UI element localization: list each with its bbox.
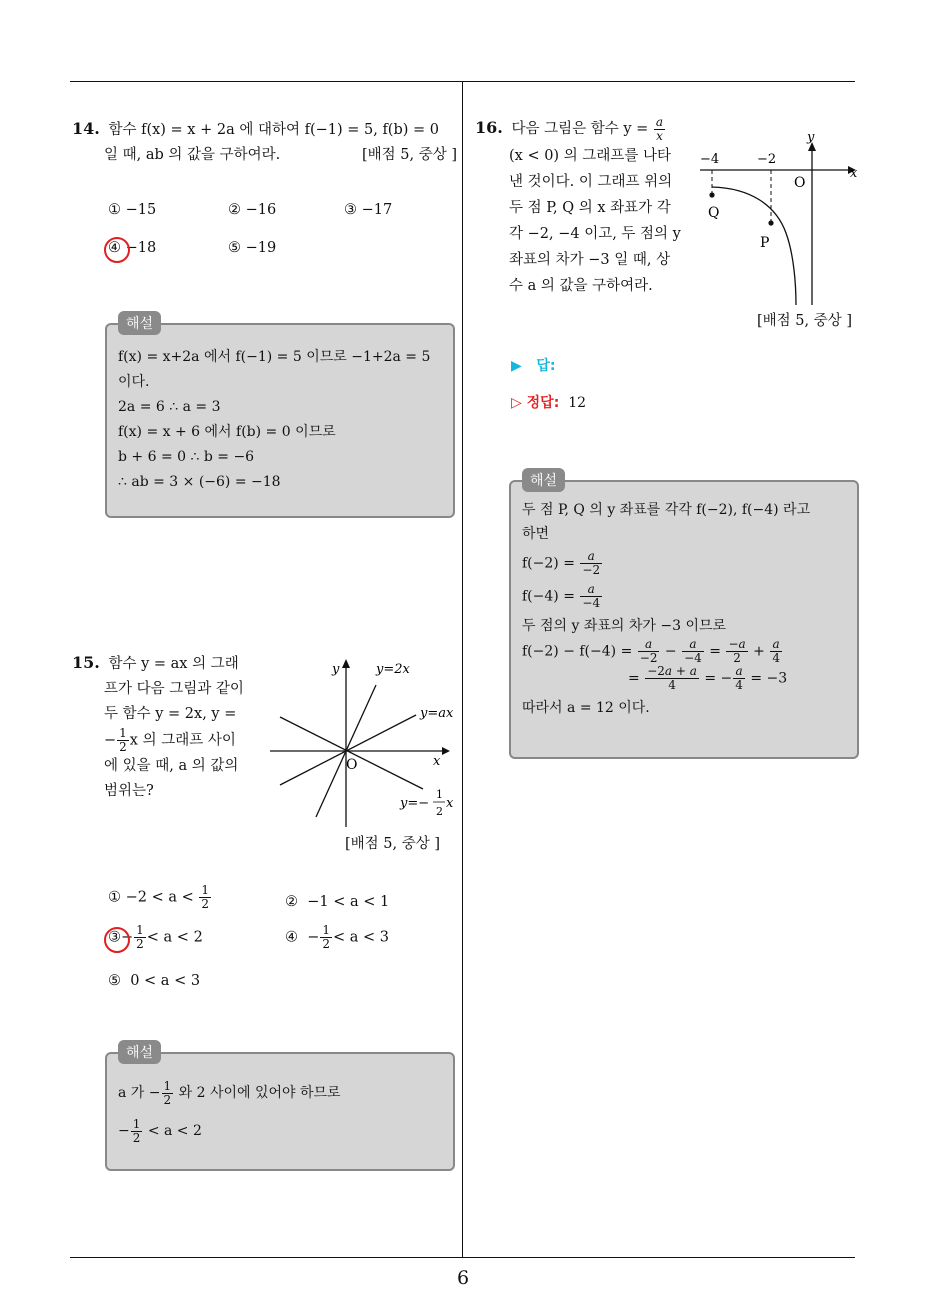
- line-label: y=ax: [420, 706, 454, 721]
- y-axis-label: y: [332, 662, 340, 677]
- solution-line: ∴ ab = 3 × (−6) = −18: [118, 474, 281, 490]
- answer-mark-circle: [104, 237, 130, 263]
- line-label: x: [446, 796, 454, 811]
- fraction-a-over-x: $\frac{a}{x}$: [655, 114, 664, 143]
- choice-2[interactable]: ② −1 < a < 1: [285, 894, 390, 910]
- solution-line: < a < 2: [147, 1123, 202, 1139]
- question-text-line: x 의 그래프 사이: [129, 732, 236, 749]
- line-label: y=−: [400, 796, 430, 811]
- solution-tag: 해설: [118, 1040, 161, 1064]
- choice-4[interactable]: ④ − $\frac{1}{2}$ < a < 3: [285, 923, 390, 951]
- answer-row: [511, 355, 556, 375]
- question-text-line: 범위는?: [104, 783, 154, 799]
- choice-2[interactable]: ② −16: [228, 202, 277, 218]
- solution-body: a 가 − $\frac{1}{2}$ 와 2 사이에 있어야 하므로 − $\frac{1}{2}$ < a < 2: [118, 1078, 341, 1145]
- choice-4[interactable]: ④ −18: [108, 240, 157, 256]
- solution-line: f(−2) =: [522, 555, 575, 572]
- tick-label: −4: [700, 152, 720, 167]
- correct-answer-row: [511, 392, 586, 412]
- line-label: y=2x: [376, 662, 410, 677]
- question-number: 15.: [72, 653, 100, 672]
- q15-choices: [108, 884, 448, 994]
- choice-1[interactable]: ① −15: [108, 202, 157, 218]
- q15-graph: [268, 655, 458, 830]
- question-text-line: 좌표의 차가 −3 일 때, 상: [509, 251, 671, 268]
- q16-graph: [690, 125, 865, 310]
- solution-line: f(−4) =: [522, 588, 575, 605]
- solution-line: 두 점 P, Q 의 y 좌표를 각각 f(−2), f(−4) 라고: [522, 502, 811, 518]
- correct-label: 정답:: [526, 395, 560, 411]
- solution-tag: 해설: [118, 311, 161, 335]
- question-text-line: 다음 그림은 함수 y =: [511, 121, 649, 137]
- choice-3[interactable]: ③− $\frac{1}{2}$ < a < 2: [108, 923, 203, 951]
- solution-line: 2a = 6 ∴ a = 3: [118, 399, 221, 415]
- question-text-line: 프가 다음 그림과 같이: [104, 681, 244, 697]
- score-label: [배점 5, 중상 ]: [757, 313, 853, 329]
- solution-box-15: [105, 1052, 455, 1171]
- solution-line: 따라서 a = 12 이다.: [522, 700, 650, 716]
- question-16: [475, 115, 685, 299]
- question-text-line1: 함수 f(x) = x + 2a 에 대하여 f(−1) = 5, f(b) = 0: [108, 122, 439, 138]
- solution-line: =: [628, 670, 640, 687]
- fraction-numerator: 1: [436, 788, 443, 801]
- origin-label: O: [346, 757, 358, 773]
- score-label: [배점 5, 중상 ]: [345, 836, 441, 852]
- solution-body: [118, 345, 430, 495]
- tick-label: −2: [757, 152, 777, 167]
- question-number: 16.: [475, 118, 503, 137]
- question-15: 15. 함수 y = ax 의 그래 프가 다음 그림과 같이 두 함수 y = 2x, y = − $\frac{1}{2}$ x 의 그래프 사이 에 있을 때, a 의 값의 범위는?: [72, 650, 257, 804]
- question-text-line2: 일 때, ab 의 값을 구하여라.: [104, 147, 281, 163]
- solution-line: 두 점의 y 좌표의 차가 −3 이므로: [522, 618, 727, 634]
- question-number: 14.: [72, 119, 100, 138]
- choice-5[interactable]: ⑤ 0 < a < 3: [108, 973, 201, 989]
- x-axis-label: x: [850, 166, 858, 181]
- score-label: [배점 5, 중상 ]: [361, 147, 457, 163]
- point-p: [768, 220, 773, 225]
- choice-1[interactable]: ① −2 < a < $\frac{1}{2}$: [108, 883, 210, 911]
- fraction-denominator: 2: [436, 805, 443, 818]
- y-arrow-icon: [342, 659, 350, 668]
- point-label-p: P: [760, 235, 770, 251]
- outline-triangle-icon: ▷: [511, 395, 522, 411]
- point-label-q: Q: [708, 205, 720, 221]
- play-triangle-icon: ▶: [511, 358, 522, 374]
- line-y-neg-half-x: [280, 717, 423, 789]
- solution-tag: 해설: [522, 468, 565, 492]
- fraction-half: $\frac{1}{2}$: [119, 726, 127, 754]
- question-14: [72, 116, 457, 168]
- solution-box-14: [105, 323, 455, 518]
- solution-line: f(x) = x + 6 에서 f(b) = 0 이므로: [118, 424, 336, 440]
- choice-5[interactable]: ⑤ −19: [228, 240, 277, 256]
- question-text-line: 함수 y = ax 의 그래: [108, 656, 239, 672]
- x-axis-label: x: [433, 754, 441, 769]
- question-text-line: 두 함수 y = 2x, y =: [104, 706, 237, 722]
- x-arrow-icon: [442, 747, 450, 755]
- bottom-rule: [70, 1257, 855, 1258]
- column-divider: [462, 82, 463, 1258]
- point-q: [709, 192, 714, 197]
- question-text-line: 낸 것이다. 이 그래프 위의: [509, 173, 673, 190]
- q14-choices: [108, 202, 448, 272]
- solution-body: 두 점 P, Q 의 y 좌표를 각각 f(−2), f(−4) 라고 하면 f(−2) = $\frac{a}{-2}$ f(−4) = $\frac{a}{-4}$ 두 점의 y 좌표의 차가 −3 이므로 f(−2) − f(−4) = $\frac{a}{-2}$ − $\frac{a}{-4}$ = $\frac{-a}{2}$ + $\frac{a}{4}$ = $\frac{-2a + a}{4}$ = − $\frac{a}{4}$ = −3 따라서 a = 12 이다.: [522, 498, 810, 720]
- solution-box-16: [509, 480, 859, 759]
- y-axis-label: y: [807, 130, 815, 145]
- solution-line: 와 2 사이에 있어야 하므로: [178, 1085, 341, 1101]
- correct-value: 12: [568, 395, 587, 411]
- solution-line: 하면: [522, 526, 550, 542]
- answer-mark-circle: [104, 927, 130, 953]
- solution-line: b + 6 = 0 ∴ b = −6: [118, 449, 255, 465]
- question-text-line: 각 −2, −4 이고, 두 점의 y: [509, 225, 681, 242]
- choice-3[interactable]: ③ −17: [344, 202, 393, 218]
- solution-line: 이다.: [118, 374, 150, 390]
- origin-label: O: [794, 175, 806, 191]
- question-text-line: 에 있을 때, a 의 값의: [104, 758, 239, 774]
- question-text-line: (x < 0) 의 그래프를 나타: [509, 147, 671, 164]
- hyperbola-curve: [712, 187, 796, 305]
- question-text-line: 두 점 P, Q 의 x 좌표가 각: [509, 199, 671, 216]
- solution-line: f(x) = x+2a 에서 f(−1) = 5 이므로 −1+2a = 5: [118, 349, 431, 365]
- solution-line: f(−2) − f(−4) =: [522, 643, 633, 660]
- page-number: 6: [456, 1267, 470, 1289]
- answer-label: 답:: [536, 358, 556, 374]
- question-text-line: 수 a 의 값을 구하여라.: [509, 277, 653, 294]
